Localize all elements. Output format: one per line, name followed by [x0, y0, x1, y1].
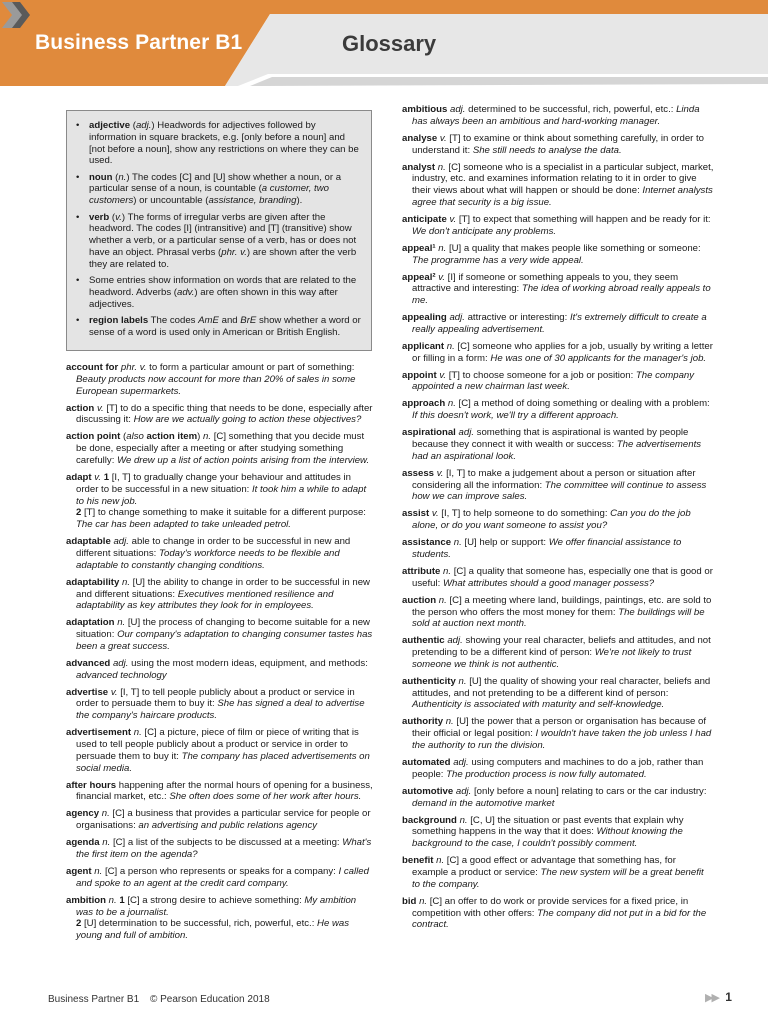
part-of-speech: n.	[445, 716, 454, 728]
example-sentence: The production process is now fully automated.	[446, 768, 647, 780]
part-of-speech: adj.	[112, 657, 129, 669]
definition-text: (	[130, 120, 136, 131]
glossary-entry	[402, 896, 714, 931]
part-of-speech: adj.	[449, 312, 465, 324]
part-of-speech: a customer, two customers	[89, 183, 329, 207]
headword: adapt	[66, 471, 92, 483]
headword: advanced	[66, 657, 111, 669]
part-of-speech: n.	[453, 537, 462, 549]
example-sentence: demand in the automotive market	[412, 797, 555, 809]
headword: after hours	[66, 779, 117, 791]
example-sentence: The new system will be a great benefit to the company.	[412, 866, 704, 890]
example-sentence: The company did not put in a bid for the contract.	[412, 907, 707, 931]
headword: approach	[402, 398, 446, 410]
headword: assess	[402, 467, 435, 479]
definition-text: [U] the quality of showing your real character, beliefs and attitudes, and not pretending to be a different kind of person:	[412, 675, 711, 699]
glossary-entry	[66, 895, 374, 942]
glossary-entry	[402, 468, 714, 503]
page-header	[0, 0, 768, 90]
example-sentence: How are we actually going to action these objectives?	[133, 414, 362, 426]
definition-text: show whether a word or sense of a word is used only in American or British English.	[89, 314, 361, 338]
part-of-speech: v.	[439, 369, 447, 381]
glossary-entry	[402, 104, 714, 128]
headword: ambition	[66, 894, 106, 906]
part-of-speech: v.	[110, 686, 118, 698]
example-sentence: advanced technology	[76, 669, 167, 681]
part-of-speech: n.	[436, 855, 445, 867]
headword: assist	[402, 508, 430, 520]
glossary-entry	[402, 398, 714, 422]
glossary-column-left	[66, 104, 374, 947]
definition-text: attractive or interesting:	[464, 312, 570, 324]
glossary-entry	[66, 472, 374, 531]
glossary-entry	[402, 370, 714, 394]
headword: anticipate	[402, 213, 447, 225]
headword: noun	[89, 171, 113, 183]
glossary-entry	[402, 243, 714, 267]
example-sentence: We drew up a list of action points arising from the interview.	[117, 455, 370, 466]
part-of-speech: phr. v.	[221, 246, 247, 258]
example-sentence: Authenticity is associated with maturity and self-knowledge.	[412, 699, 665, 711]
part-of-speech: v.	[96, 402, 104, 414]
glossary-entry	[66, 687, 374, 722]
example-sentence: She has signed a deal to advertise the company's haircare products.	[76, 698, 365, 722]
definition-text: [C] someone who applies for a job, usually by writing a letter or filling in a form:	[412, 340, 713, 364]
headword: 2	[76, 918, 82, 930]
usage-note-item	[73, 315, 361, 339]
page-number-block	[705, 990, 732, 1004]
part-of-speech: n.	[203, 431, 212, 443]
usage-note-item	[73, 172, 361, 207]
part-of-speech: n.	[117, 617, 126, 629]
part-of-speech: n.	[447, 398, 456, 410]
definition-text: [U] the ability to change in order to be successful in new and different situations:	[76, 576, 370, 600]
example-sentence: What's the first item on the agenda?	[76, 837, 372, 860]
page-title: Glossary	[342, 31, 437, 56]
usage-note-item	[73, 212, 361, 271]
example-sentence: Beauty products now account for more than 20% of sales in some European supermarkets.	[76, 373, 356, 397]
usage-note-item	[73, 275, 361, 310]
glossary-entry	[66, 658, 374, 682]
headword: advertise	[66, 686, 109, 698]
header-brand: Business Partner B1	[35, 31, 243, 54]
example-sentence: The idea of working abroad really appeals to me.	[412, 283, 711, 307]
headword: 1	[119, 894, 125, 906]
definition-text: [U] the process of changing to become suitable for a new situation:	[76, 617, 370, 641]
definition-text: ) The codes [C] and [U] show whether a noun, or a particular sense of a noun, is countable (	[89, 171, 342, 195]
definition-text: showing your real character, beliefs and attitudes, and not pretending to be a different kind of person:	[412, 635, 711, 659]
definition-text: [C] something that you decide must be done, especially after a meeting or after studying something carefully:	[76, 431, 365, 466]
headword: background	[402, 814, 457, 826]
part-of-speech: n.	[438, 242, 447, 254]
headword: authority	[402, 716, 444, 728]
part-of-speech: n.	[437, 161, 446, 173]
part-of-speech: adj.	[455, 785, 472, 797]
headword: action	[66, 402, 95, 414]
definition-text: The codes	[148, 314, 199, 326]
headword: assistance	[402, 537, 452, 549]
example-sentence: The company has placed advertisements on social media.	[76, 750, 370, 774]
glossary-entry	[402, 312, 714, 336]
glossary-entry	[402, 855, 714, 890]
definition-text: [C, U] the situation or past events that explain why something happens in the way that it does:	[412, 814, 684, 838]
glossary-entry	[66, 808, 374, 832]
part-of-speech: n.	[459, 814, 468, 826]
usage-notes-list	[73, 120, 361, 339]
example-sentence: The programme has a very wide appeal.	[412, 254, 584, 266]
glossary-entry	[66, 403, 374, 427]
definition-text: [U] a quality that makes people like something or someone:	[446, 242, 701, 254]
glossary-entry	[402, 757, 714, 781]
headword: aspirational	[402, 427, 456, 439]
header-shadow-stripe	[250, 77, 768, 86]
headword: applicant	[402, 340, 445, 352]
glossary-entry	[66, 577, 374, 612]
headword: action point	[66, 431, 121, 443]
part-of-speech: n.	[446, 340, 455, 352]
part-of-speech: v.	[436, 467, 444, 479]
definition-text: [T] to do a specific thing that needs to be done, especially after discussing it:	[76, 402, 373, 426]
part-of-speech: adj.	[113, 536, 129, 548]
example-sentence: Executives mentioned resilience and adaptability as key attributes they look for in employees.	[76, 588, 334, 612]
part-of-speech: n.	[94, 865, 103, 877]
part-of-speech: phr. v.	[120, 362, 147, 374]
double-chevron-icon: ▶▶	[705, 992, 718, 1004]
headword: attribute	[402, 565, 441, 577]
definition-text: [C] a method of doing something or dealing with a problem:	[455, 398, 710, 410]
definition-text: using the most modern ideas, equipment, and methods:	[128, 657, 368, 669]
definition-text: ).	[296, 195, 303, 207]
definition-text: [C] someone who is a specialist in a particular subject, market, industry, etc. and examines information relating to it in order to give their views about what will happen or should be done:	[412, 161, 714, 197]
example-sentence: What attributes should a good manager possess?	[442, 577, 655, 589]
headword: adaptable	[66, 536, 111, 548]
definition-text: [T] to choose someone for a job or position:	[446, 369, 636, 381]
definition-text: [C] a quality that someone has, especially one that is good or useful:	[412, 565, 713, 589]
part-of-speech: adj.	[447, 635, 463, 647]
headword: appeal²	[402, 271, 436, 283]
headword: authentic	[402, 635, 445, 647]
part-of-speech: v.	[431, 508, 439, 520]
definition-text: [C] a good effect or advantage that something has, for example a product or service:	[412, 855, 676, 878]
headword: analyst	[402, 161, 436, 173]
definition-text: to form a particular amount or part of something:	[146, 362, 355, 374]
definition-text: ) are shown after the verb they are related to.	[89, 246, 357, 270]
part-of-speech: n.	[108, 894, 117, 906]
glossary-entry	[402, 716, 714, 751]
headword: ambitious	[402, 104, 448, 115]
example-sentence: The committee will continue to assess how we can improve sales.	[412, 479, 707, 503]
headword: adaptation	[66, 617, 115, 629]
definition-text: Some entries show information on words that are related to the headword. Adverbs (	[89, 275, 357, 298]
headword: automotive	[402, 785, 454, 797]
example-sentence: The advertisements had an aspirational look.	[412, 439, 702, 462]
definition-text: ) Headwords for adjectives followed by information in square brackets, e.g. [only before a noun] and [not before a noun], show any restrictions on where they can be used.	[89, 120, 359, 167]
glossary-entry	[66, 431, 374, 466]
part-of-speech: n.	[133, 727, 142, 739]
headword: automated	[402, 757, 451, 769]
glossary-entry	[66, 362, 374, 397]
glossary-entry	[402, 214, 714, 238]
part-of-speech: adj.	[458, 427, 474, 439]
definition-text: [T] to expect that something will happen and be ready for it:	[456, 213, 711, 225]
definition-text: (	[120, 431, 127, 443]
example-sentence: He was one of 30 applicants for the manager's job.	[490, 352, 707, 364]
definition-text: (	[112, 171, 119, 183]
example-sentence: It took him a while to adapt to his new job.	[76, 483, 367, 507]
glossary-entry	[402, 272, 714, 307]
glossary-entry	[402, 508, 714, 532]
definition-text: [U] the power that a person or organisation has because of their official or legal position:	[412, 716, 706, 740]
part-of-speech: also	[126, 431, 144, 443]
glossary-entry	[402, 566, 714, 590]
headword: auction	[402, 594, 437, 606]
definition-text: [T] to change something to make it suitable for a different purpose:	[81, 507, 366, 519]
glossary-entry	[66, 837, 374, 861]
definition-text: [I, T] to help someone to do something:	[438, 508, 611, 520]
example-sentence: It's extremely difficult to create a really appealing advertisement.	[412, 312, 707, 335]
glossary-entry	[66, 866, 374, 890]
headword: appealing	[402, 312, 447, 324]
example-sentence: I called and spoke to an agent at the credit card company.	[76, 865, 369, 889]
definition-text: [C] a strong desire to achieve something:	[124, 894, 305, 906]
headword: adaptability	[66, 576, 120, 588]
headword: 1	[103, 471, 110, 483]
glossary-entry	[66, 780, 374, 804]
part-of-speech: n.	[118, 171, 127, 183]
usage-note-item	[73, 120, 361, 167]
definition-text: [T] to examine or think about something carefully, in order to understand it:	[412, 132, 705, 156]
definition-text: [C] a person who represents or speaks for a company:	[102, 865, 339, 877]
example-sentence: She often does some of her work after hours.	[169, 791, 362, 803]
part-of-speech: v.	[94, 471, 102, 483]
definition-text: using computers and machines to do a job, rather than people:	[412, 757, 704, 780]
definition-text: determined to be successful, rich, powerful, etc.:	[465, 104, 677, 115]
definition-text: [C] a business that provides a particular service for people or organisations:	[76, 808, 371, 832]
example-sentence: If this doesn't work, we'll try a different approach.	[412, 410, 619, 422]
definition-text: (	[109, 211, 116, 223]
glossary-entry	[402, 635, 714, 670]
part-of-speech: v.	[438, 271, 446, 283]
definition-text: ) are often shown in this way after adjectives.	[89, 286, 338, 310]
definition-text: able to change in order to be successful in new and different situations:	[76, 536, 351, 559]
part-of-speech: n.	[438, 594, 447, 606]
definition-text: [C] a picture, piece of film or piece of writing that is used to tell people publicly about a product or service in order to persuade them to buy it:	[76, 727, 359, 762]
definition-text: ) The forms of irregular verbs are given after the headword. The codes [I] (intransitive) and [T] (transitive) show whether a verb, or a particular sense of a verb, has or does not have an object. Phrasal verbs (	[89, 211, 357, 258]
definition-text: [C] an offer to do work or provide services for a fixed price, in competition with other offers:	[412, 895, 689, 919]
definition-text: [I, T] to tell people publicly about a product or service in order to persuade them to buy it:	[76, 686, 355, 710]
part-of-speech: adj.	[453, 757, 469, 769]
example-sentence: Today's workforce needs to be flexible and adaptable to constantly changing conditions.	[76, 547, 340, 571]
definition-text: happening after the normal hours of opening for a business, financial market, etc.:	[76, 779, 373, 803]
part-of-speech: n.	[458, 675, 467, 687]
part-of-speech: v.	[439, 132, 447, 144]
part-of-speech: assistance, branding	[208, 195, 297, 207]
headword: agenda	[66, 837, 100, 849]
part-of-speech: adv.	[177, 286, 195, 298]
part-of-speech: adj.	[449, 104, 466, 115]
glossary-entry	[402, 162, 714, 209]
part-of-speech: v.	[449, 213, 457, 225]
footer-book-title: Business Partner B1	[48, 994, 140, 1005]
part-of-speech: v.	[115, 211, 122, 223]
glossary-entry	[66, 536, 374, 571]
definition-text: something that is aspirational is wanted by people because they connect it with wealth or success:	[412, 427, 689, 450]
example-sentence: Linda has always been an ambitious and hard-working manager.	[412, 104, 700, 127]
example-sentence: I wouldn't have taken the job unless I had the authority to run the division.	[412, 728, 712, 752]
page-number: 1	[725, 990, 732, 1004]
definition-text: [C] a meeting where land, buildings, paintings, etc. are sold to the person who offers the most money for them:	[412, 594, 712, 618]
headword: 2	[76, 507, 82, 519]
glossary-entries-right	[402, 104, 714, 931]
part-of-speech: adj.	[135, 120, 152, 131]
example-sentence: Without knowing the background to the case, I couldn't possibly comment.	[412, 826, 683, 850]
definition-text: [only before a noun] relating to cars or the car industry:	[471, 785, 707, 797]
definition-text: [U] determination to be successful, rich, powerful, etc.:	[81, 918, 318, 930]
headword: authenticity	[402, 675, 456, 687]
example-sentence: The buildings will be sold at auction next month.	[412, 606, 705, 630]
part-of-speech: AmE	[198, 314, 219, 326]
glossary-column-right	[402, 104, 714, 936]
definition-text: [U] help or support:	[461, 537, 549, 549]
headword: advertisement	[66, 727, 132, 739]
glossary-entry	[402, 786, 714, 810]
part-of-speech: n.	[102, 837, 111, 849]
headword: bid	[402, 895, 417, 907]
chevron-right-icon	[0, 0, 34, 30]
part-of-speech: n.	[121, 576, 130, 588]
glossary-entries-left	[66, 362, 374, 942]
glossary-entry	[402, 133, 714, 157]
headword: appeal¹	[402, 242, 436, 254]
headword: account for	[66, 362, 119, 374]
part-of-speech: n.	[101, 808, 110, 820]
definition-text: [C] a list of the subjects to be discussed at a meeting:	[110, 837, 343, 849]
glossary-entry	[66, 727, 374, 774]
example-sentence: We don't anticipate any problems.	[412, 225, 557, 237]
headword: region labels	[89, 314, 149, 326]
headword: verb	[89, 211, 110, 223]
headword: agent	[66, 865, 92, 877]
glossary-entry	[402, 815, 714, 850]
glossary-entry	[402, 537, 714, 561]
example-sentence: We offer financial assistance to students.	[412, 537, 682, 560]
definition-text: ) or uncountable (	[133, 195, 209, 207]
example-sentence: Internet analysts agree that security is a big issue.	[412, 185, 713, 208]
definition-text: and	[218, 314, 241, 326]
headword: benefit	[402, 855, 434, 867]
headword: action item	[146, 431, 198, 443]
glossary-entry	[66, 617, 374, 652]
usage-notes-box	[66, 110, 372, 351]
example-sentence: We're not likely to trust someone we think is not authentic.	[412, 647, 692, 670]
glossary-entry	[402, 676, 714, 711]
example-sentence: Our company's adaptation to changing consumer tastes has been a great success.	[76, 629, 373, 652]
footer-copyright: © Pearson Education 2018	[149, 994, 270, 1005]
definition-text: [I, T] to make a judgement about a person or situation after considering all the information:	[412, 467, 696, 491]
headword: adjective	[89, 120, 131, 131]
definition-text: )	[197, 431, 204, 443]
page-footer	[48, 994, 278, 1005]
headword: appoint	[402, 369, 437, 381]
definition-text: [I] if someone or something appeals to you, they seem attractive and interesting:	[412, 271, 679, 295]
part-of-speech: BrE	[240, 314, 257, 326]
example-sentence: an advertising and public relations agency	[138, 820, 318, 832]
example-sentence: Can you do the job alone, or do you want someone to assist you?	[412, 508, 691, 532]
example-sentence: The company appointed a new chairman last week.	[412, 369, 695, 393]
headword: agency	[66, 808, 100, 820]
definition-text: [I, T] to gradually change your behaviour and attitudes in order to be successful in a new situation:	[76, 471, 351, 495]
example-sentence: My ambition was to be a journalist.	[76, 894, 357, 918]
example-sentence: She still needs to analyse the data.	[472, 144, 622, 156]
glossary-entry	[402, 427, 714, 462]
part-of-speech: n.	[443, 565, 452, 577]
glossary-entry	[402, 341, 714, 365]
part-of-speech: n.	[419, 895, 428, 907]
example-sentence: The car has been adapted to take unleaded petrol.	[76, 519, 291, 531]
glossary-entry	[402, 595, 714, 630]
example-sentence: He was young and full of ambition.	[76, 918, 350, 942]
headword: analyse	[402, 132, 438, 144]
